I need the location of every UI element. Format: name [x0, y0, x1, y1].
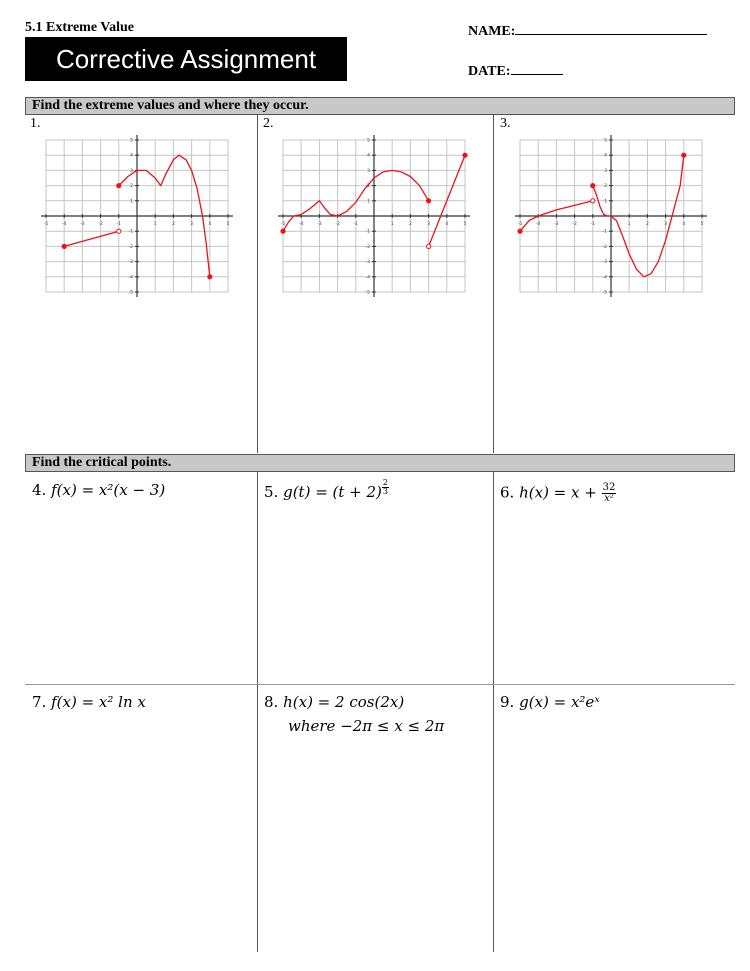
closed-endpoint: [208, 275, 212, 279]
problem-expression: g(t) = (t + 2): [283, 483, 382, 501]
curve-segment: [64, 231, 119, 246]
open-endpoint: [591, 199, 595, 203]
graph-1: [38, 132, 236, 300]
problem-8-condition: where −2π ≤ x ≤ 2π: [288, 717, 445, 735]
x-tick-label: 3: [427, 222, 431, 227]
x-tick-label: 2: [645, 222, 649, 227]
x-tick-label: -1: [116, 222, 122, 227]
closed-endpoint: [117, 184, 121, 188]
closed-endpoint: [427, 199, 431, 203]
problem-5: [264, 478, 389, 501]
fraction: $\frac{32}{\text{x²}}$: [602, 482, 616, 504]
y-tick-label: -3: [365, 260, 370, 266]
y-tick-label: 4: [367, 153, 370, 159]
x-tick-label: -5: [43, 222, 49, 227]
closed-endpoint: [591, 184, 595, 188]
problem-9: [500, 693, 600, 711]
problem-7: [32, 693, 146, 711]
y-tick-label: 3: [367, 168, 370, 174]
x-tick-label: 4: [208, 222, 212, 227]
x-tick-label: 1: [627, 222, 631, 227]
problem-8: [264, 693, 404, 711]
x-tick-label: -3: [317, 222, 322, 227]
y-tick-label: -4: [365, 275, 370, 281]
x-tick-label: -2: [98, 222, 103, 227]
section-heading: 5.1 Extreme Value: [25, 20, 135, 35]
y-tick-label: -2: [365, 244, 370, 250]
y-tick-label: -5: [602, 290, 607, 296]
problem-number: 5.: [264, 483, 279, 501]
y-tick-label: 5: [130, 138, 133, 144]
problem-expression: f(x) = x² ln x: [51, 693, 146, 711]
y-tick-label: -5: [128, 290, 133, 296]
problem-number: 2.: [263, 116, 274, 131]
x-tick-label: 4: [682, 222, 686, 227]
x-tick-label: -2: [335, 222, 340, 227]
divider: [257, 115, 258, 453]
exponent: $\frac{2}{3}$: [382, 478, 389, 496]
y-tick-label: 2: [367, 184, 370, 190]
x-tick-label: -1: [353, 222, 359, 227]
problem-expression: f(x) = x²(x − 3): [51, 481, 166, 499]
part1-heading: Find the extreme values and where they occur.: [25, 97, 735, 115]
x-tick-label: -3: [554, 222, 559, 227]
y-tick-label: -1: [365, 229, 370, 235]
y-tick-label: 3: [130, 168, 133, 174]
y-tick-label: 4: [604, 153, 607, 159]
x-tick-label: 1: [390, 222, 394, 227]
problem-number: 8.: [264, 693, 279, 711]
x-tick-label: -5: [280, 222, 286, 227]
x-tick-label: 2: [408, 222, 412, 227]
y-tick-label: -1: [602, 229, 607, 235]
y-tick-label: 1: [604, 199, 607, 205]
y-tick-label: 5: [367, 138, 370, 144]
name-label: NAME:: [468, 24, 516, 39]
x-tick-label: -1: [590, 222, 596, 227]
x-tick-label: 5: [700, 222, 704, 227]
problem-expression: h(x) = 2 cos(2x): [283, 693, 405, 711]
open-endpoint: [117, 229, 121, 233]
y-tick-label: -1: [128, 229, 133, 235]
y-tick-label: -2: [128, 244, 133, 250]
closed-endpoint: [463, 153, 467, 157]
row-divider: [25, 684, 735, 685]
part2-heading: Find the critical points.: [25, 454, 735, 472]
problem-4: [32, 481, 165, 499]
problem-number: 1.: [30, 116, 41, 131]
x-tick-label: -4: [535, 222, 541, 227]
y-tick-label: -2: [602, 244, 607, 250]
closed-endpoint: [682, 153, 686, 157]
problem-number: 7.: [32, 693, 47, 711]
x-tick-label: 3: [190, 222, 194, 227]
y-tick-label: -4: [602, 275, 607, 281]
x-tick-label: 1: [153, 222, 157, 227]
divider: [257, 472, 258, 952]
problem-number: 3.: [500, 116, 511, 131]
date-label: DATE:: [468, 64, 511, 79]
x-tick-label: 5: [463, 222, 467, 227]
x-tick-label: -5: [517, 222, 523, 227]
x-tick-label: 4: [445, 222, 449, 227]
closed-endpoint: [518, 229, 522, 233]
x-tick-label: -4: [298, 222, 304, 227]
closed-endpoint: [281, 229, 285, 233]
y-tick-label: 4: [130, 153, 133, 159]
graph-2: [275, 132, 473, 300]
y-tick-label: 2: [604, 184, 607, 190]
name-blank[interactable]: [515, 22, 707, 35]
divider: [493, 115, 494, 453]
assignment-title: Corrective Assignment: [55, 44, 317, 74]
open-endpoint: [427, 244, 431, 248]
divider: [493, 472, 494, 952]
x-tick-label: -3: [80, 222, 85, 227]
y-tick-label: -5: [365, 290, 370, 296]
x-tick-label: -2: [572, 222, 577, 227]
x-tick-label: 2: [171, 222, 175, 227]
y-tick-label: -3: [602, 260, 607, 266]
y-tick-label: 1: [130, 199, 133, 205]
problem-number: 4.: [32, 481, 47, 499]
problem-expression: g(x) = x²eˣ: [519, 693, 600, 711]
problem-expression: h(x) = x +: [519, 483, 597, 502]
y-tick-label: -3: [128, 260, 133, 266]
y-tick-label: 2: [130, 184, 133, 190]
name-field[interactable]: [468, 22, 707, 40]
y-tick-label: -4: [128, 275, 133, 281]
date-field[interactable]: [468, 62, 563, 80]
y-tick-label: 1: [367, 199, 370, 205]
x-tick-label: -4: [61, 222, 67, 227]
problem-number: 6.: [500, 483, 515, 502]
date-blank[interactable]: [511, 62, 563, 75]
x-tick-label: 3: [664, 222, 668, 227]
graph-3: [512, 132, 710, 300]
y-tick-label: 3: [604, 168, 607, 174]
problem-6: [500, 483, 616, 504]
closed-endpoint: [62, 244, 66, 248]
problem-number: 9.: [500, 693, 515, 711]
y-tick-label: 5: [604, 138, 607, 144]
x-tick-label: 5: [226, 222, 230, 227]
